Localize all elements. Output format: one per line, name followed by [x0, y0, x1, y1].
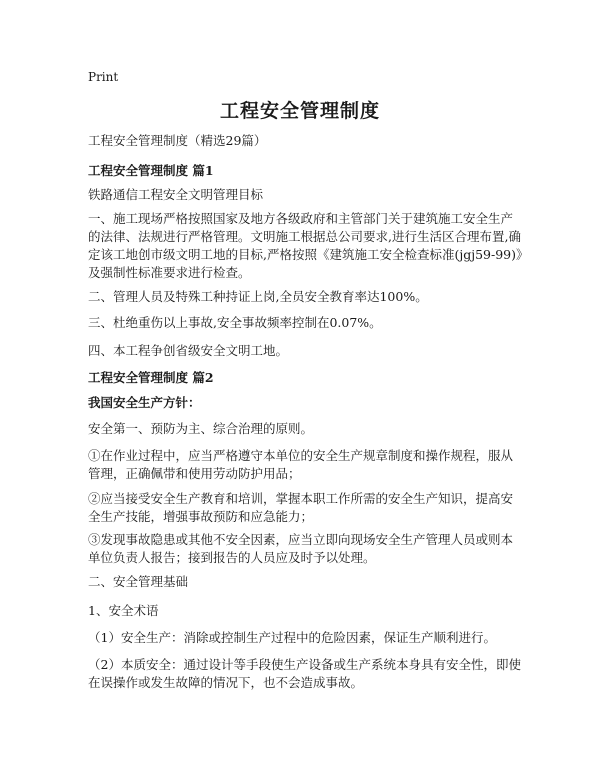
section2-paragraph-8: （2）本质安全：通过设计等手段使生产设备或生产系统本身具有安全性，即使在误操作或发生故障的情况下，也不会造成事故。: [88, 657, 521, 690]
section2-paragraph-7: （1）安全生产：消除或控制生产过程中的危险因素，保证生产顺利进行。: [88, 630, 496, 645]
section1-paragraph-5: 四、本工程争创省级安全文明工地。: [88, 343, 289, 358]
section1-paragraph-3: 二、管理人员及特殊工种持证上岗,全员安全教育率达100%。: [88, 289, 428, 304]
section2-paragraph-5: 二、安全管理基础: [88, 574, 189, 589]
section1-paragraph-4: 三、杜绝重伤以上事故,安全事故频率控制在0.07%。: [88, 315, 382, 330]
section2-paragraph-3: ②应当接受安全生产教育和培训，掌握本职工作所需的安全生产知识，提高安全生产技能，增强事故预防和应急能力；: [88, 491, 514, 524]
section2-paragraph-1: 安全第一、预防为主、综合治理的原则。: [88, 421, 314, 436]
section1-paragraph-2: 一、施工现场严格按照国家及地方各级政府和主管部门关于建筑施工安全生产的法律、法规进行严格管理。文明施工根据总公司要求,进行生活区合理布置,确定该工地创市级文明工地的目标,严格按照《建筑施工安全检查标准(jgj59-99)》及强制性标准要求进行检查。: [88, 211, 523, 280]
document-title: 工程安全管理制度: [219, 100, 380, 122]
print-label[interactable]: Print: [88, 70, 119, 84]
section1-paragraph-1: 铁路通信工程安全文明管理目标: [88, 187, 264, 202]
section2-paragraph-4: ③发现事故隐患或其他不安全因素，应当立即向现场安全生产管理人员或则本单位负责人报告；接到报告的人员应及时予以处理。: [88, 532, 514, 565]
subtitle: 工程安全管理制度（精选29篇）: [88, 133, 267, 148]
section2-paragraph-6: 1、安全术语: [88, 603, 159, 618]
section2-subheading: 我国安全生产方针：: [88, 395, 201, 410]
section2-heading: 工程安全管理制度 篇2: [88, 370, 214, 385]
section1-heading: 工程安全管理制度 篇1: [88, 163, 214, 178]
section2-paragraph-2: ①在作业过程中，应当严格遵守本单位的安全生产规章制度和操作规程，服从管理，正确佩带和使用劳动防护用品；: [88, 448, 514, 481]
